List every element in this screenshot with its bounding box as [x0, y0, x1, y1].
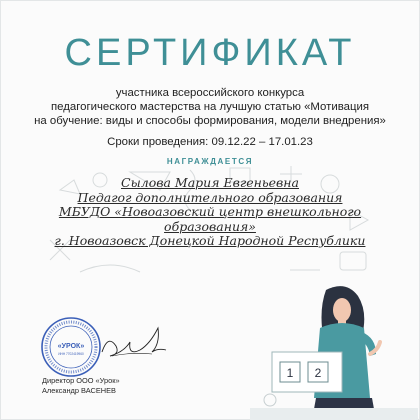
- description-line: на обучение: виды и способы формирования, модели внедрения»: [34, 115, 386, 127]
- seal-stamp: [40, 316, 102, 378]
- recipient-organization-cont: образования»: [164, 218, 256, 234]
- recipient-location: г. Новоазовск Донецкой Народной Республики: [54, 233, 366, 248]
- awarded-label: НАГРАЖДАЕТСЯ: [166, 157, 254, 166]
- contest-dates: Сроки проведения: 09.12.22 – 17.01.23: [107, 136, 313, 148]
- signatory-title: Директор ООО «Урок»: [42, 376, 120, 385]
- certificate-title: СЕРТИФИКАТ: [64, 32, 356, 74]
- stamp-center-text: «УРОК»: [57, 343, 85, 350]
- stamp-sub-text: ИНН 7702419960: [58, 352, 84, 356]
- recipient-block: [30, 176, 390, 249]
- teacher-illustration: [250, 282, 418, 420]
- description-line: участника всероссийского конкурса: [115, 87, 305, 99]
- signatory-name: Александр ВАСЕНЕВ: [42, 385, 116, 395]
- director-signature: [98, 322, 170, 366]
- card-number-1: 1: [286, 366, 294, 380]
- contest-description: [8, 86, 412, 128]
- card-number-2: 2: [314, 366, 322, 380]
- description-line: педагогического мастерства на лучшую статью «Мотивация: [50, 101, 370, 113]
- recipient-position: Педагог дополнительного образования: [77, 189, 343, 205]
- recipient-name: Сылова Мария Евгеньевна: [121, 175, 299, 190]
- recipient-organization: МБУДО «Новоазовский центр внешкольного: [58, 204, 362, 219]
- signatory-block: [42, 376, 120, 395]
